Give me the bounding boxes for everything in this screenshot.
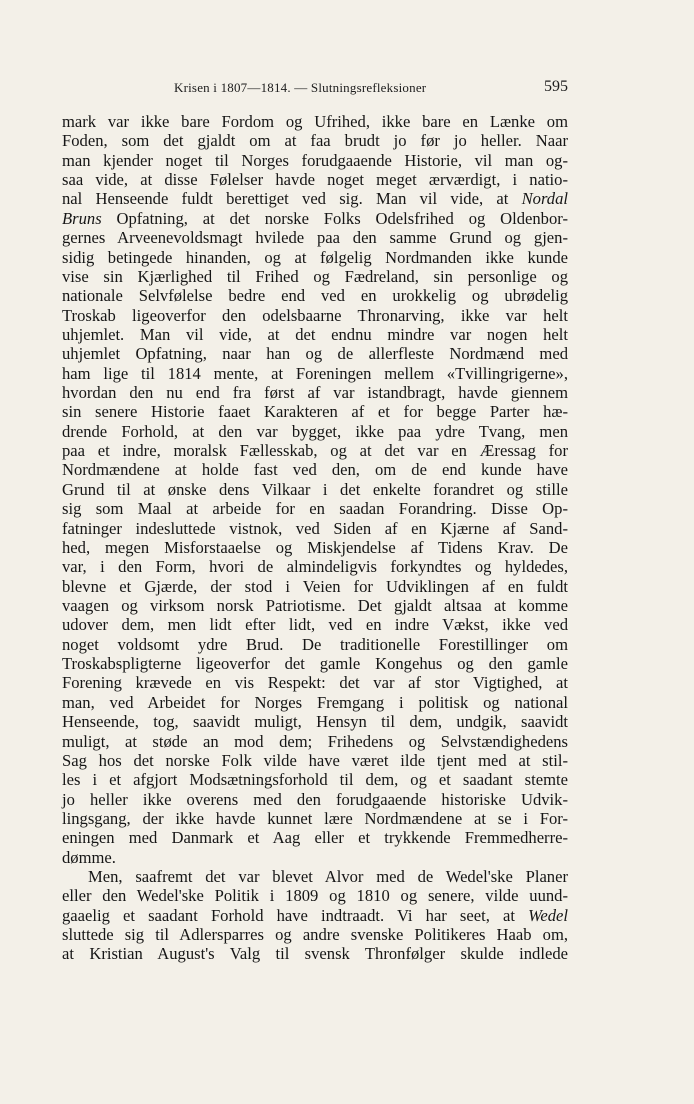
text-run: muligt, at støde an mod dem; Frihedens og Selvstændighedens [62, 731, 568, 751]
text-run: Henseende, tog, saavidt muligt, Hensyn til dem, undgik, saavidt [62, 712, 568, 732]
page-number: 595 [544, 78, 568, 95]
text-run: noget voldsomt ydre Brud. De traditionelle Forestillinger om [62, 634, 568, 654]
italic-name: Bruns [62, 208, 102, 228]
text-run: uhjemlet. Man vil vide, at det endnu mindre var nogen helt [62, 324, 568, 344]
text-run: var, i den Form, hvori de almindeligvis forkyndtes og hyldedes, [62, 557, 568, 577]
text-line [62, 557, 568, 576]
text-run: ham lige til 1814 mente, at Foreningen mellem «Tvillingrigerne», [62, 363, 568, 383]
text-run: hed, megen Misforstaaelse og Miskjendelse af Tidens Krav. De [62, 537, 568, 557]
text-line [62, 770, 568, 789]
text-line [62, 209, 568, 228]
text-run: gaaelig et saadant Forhold have indtraadt. Vi har seet, at [62, 905, 529, 925]
text-line [62, 751, 568, 770]
text-line [62, 306, 568, 325]
text-run: sin senere Historie faaet Karakteren af et for begge Parter hæ- [62, 402, 568, 422]
text-run: Nordmændene at holde fast ved den, om de end kunde have [62, 460, 568, 480]
text-run: uhjemlet Opfatning, naar han og de allerfleste Nordmænd med [62, 344, 568, 364]
text-run: lingsgang, der ikke havde kunnet lære Nordmændene at se i For- [62, 808, 568, 828]
running-head [92, 78, 568, 98]
text-run: paa et indre, moralsk Fællesskab, og at det var en Æressag for [62, 441, 568, 461]
text-run: Troskab ligeoverfor den odelsbaarne Thronarving, ikke var helt [62, 305, 568, 325]
text-line [62, 615, 568, 634]
text-line [62, 596, 568, 615]
italic-name: Wedel [528, 905, 568, 925]
text-run: Men, saafremt det var blevet Alvor med de Wedel'ske Planer [88, 867, 568, 887]
text-run: saa vide, at disse Følelser havde noget meget ærværdigt, i natio- [62, 170, 568, 190]
text-line [62, 654, 568, 673]
text-line [62, 112, 568, 131]
text-line [62, 635, 568, 654]
text-line [62, 286, 568, 305]
text-run: Grund til at ønske dens Vilkaar i det enkelte forandret og stille [62, 479, 568, 499]
text-line [62, 325, 568, 344]
text-run: nationale Selvfølelse bedre end ved en urokkelig og ubrødelig [62, 286, 568, 306]
text-run: nal Henseende fuldt berettiget ved sig. Man vil vide, at [62, 189, 522, 209]
text-line [62, 848, 568, 867]
text-run: Forening krævede en vis Respekt: det var af stor Vigtighed, at [62, 673, 568, 693]
text-run: man, ved Arbeidet for Norges Fremgang i politisk og national [62, 692, 568, 712]
text-line [62, 867, 568, 886]
text-run: gernes Arveenevoldsmagt hvilede paa den samme Grund og gjen- [62, 228, 568, 248]
italic-name: Nordal [521, 189, 568, 209]
text-run: vise sin Kjærlighed til Frihed og Fædreland, sin personlige og [62, 266, 568, 286]
text-line [62, 131, 568, 150]
text-run: Foden, som det gjaldt om at faa brudt jo før jo heller. Naar [62, 131, 568, 151]
text-line [62, 790, 568, 809]
text-run: eller den Wedel'ske Politik i 1809 og 1810 og senere, vilde uund- [62, 886, 568, 906]
text-run: Opfatning, at det norske Folks Odelsfrihed og Oldenbor- [101, 208, 568, 228]
text-run: blevne et Gjærde, der stod i Veien for Udviklingen af en fuldt [62, 576, 568, 596]
text-line [62, 577, 568, 596]
text-line [62, 248, 568, 267]
text-run: vaagen og virksom norsk Patriotisme. Det gjaldt altsaa at komme [62, 595, 568, 615]
text-line [62, 925, 568, 944]
text-line [62, 151, 568, 170]
text-run: at Kristian August's Valg til svensk Thronfølger skulde indlede [62, 944, 568, 964]
text-line [62, 402, 568, 421]
text-line [62, 693, 568, 712]
text-run: eningen med Danmark et Aag eller et trykkende Fremmedherre- [62, 828, 568, 848]
text-run: mark var ikke bare Fordom og Ufrihed, ikke bare en Lænke om [62, 112, 568, 131]
text-run: jo heller ikke overens med den forudgaaende historiske Udvik- [62, 789, 568, 809]
text-run: dømme. [62, 847, 116, 867]
text-run: man kjender noget til Norges forudgaaende Historie, vil man og- [62, 150, 568, 170]
text-run: sluttede sig til Adlersparres og andre svenske Politikeres Haab om, [62, 925, 568, 945]
text-line [62, 886, 568, 905]
text-line [62, 228, 568, 247]
text-run: udover dem, men lidt efter lidt, ved en indre Vækst, ikke ved [62, 615, 568, 635]
text-line [62, 828, 568, 847]
text-line [62, 364, 568, 383]
text-line [62, 673, 568, 692]
text-line [62, 460, 568, 479]
text-line [62, 422, 568, 441]
text-line [62, 344, 568, 363]
text-line [62, 267, 568, 286]
text-line [62, 538, 568, 557]
text-run: fatninger indesluttede vistnok, ved Siden af en Kjærne af Sand- [62, 518, 568, 538]
text-run: Sag hos det norske Folk vilde have været ilde tjent med at stil- [62, 750, 568, 770]
text-line [62, 732, 568, 751]
text-line [62, 944, 568, 963]
text-line [62, 712, 568, 731]
text-line [62, 519, 568, 538]
text-line [62, 189, 568, 208]
text-line [62, 170, 568, 189]
body-text [62, 112, 568, 964]
running-title: Krisen i 1807—1814. — Slutningsrefleksioner [174, 80, 427, 95]
text-run: Troskabspligterne ligeoverfor det gamle Kongehus og den gamle [62, 654, 568, 674]
text-line [62, 441, 568, 460]
text-run: hvordan den nu end fra først af var istandbragt, havde giennem [62, 383, 568, 403]
text-run: sig som Maal at arbeide for en saadan Forandring. Disse Op- [62, 499, 568, 519]
text-line [62, 499, 568, 518]
text-run: drende Forhold, at den var bygget, ikke paa ydre Tvang, men [62, 421, 568, 441]
text-line [62, 809, 568, 828]
text-run: les i et afgjort Modsætningsforhold til dem, og et saadant stemte [62, 770, 568, 790]
text-line [62, 906, 568, 925]
text-line [62, 480, 568, 499]
text-line [62, 383, 568, 402]
text-run: sidig betingede hinanden, og at følgelig Nordmanden ikke kunde [62, 247, 568, 267]
